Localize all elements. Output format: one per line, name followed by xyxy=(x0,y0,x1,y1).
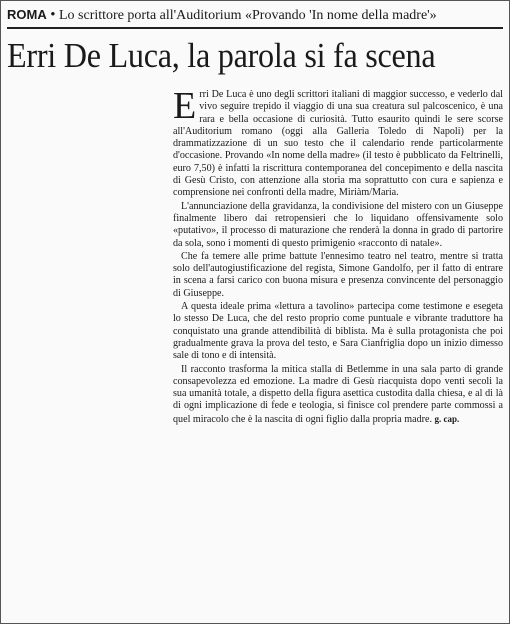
kicker-text: Lo scrittore porta all'Auditorium «Provando 'In nome della madre'» xyxy=(58,8,437,23)
paragraph-3: Che fa temere alle prime battute l'ennesimo teatro nel teatro, mentre si tratta solo dell'autogiustificazione del regista, Simone Gandolfo, per il fatto di entrare in scena a farsi carico con buona misura e presenza convincente del personaggio di Giuseppe. xyxy=(173,250,503,299)
paragraph-1 xyxy=(173,85,503,200)
author-signature: g. cap. xyxy=(434,413,460,424)
header-rule xyxy=(7,27,503,29)
headline: Erri De Luca, la parola si fa scena xyxy=(7,36,436,75)
article-body xyxy=(173,85,503,426)
paragraph-5 xyxy=(173,364,503,426)
section-city: ROMA xyxy=(7,7,47,22)
paragraph-2: L'annunciazione della gravidanza, la condivisione del mistero con un Giuseppe finalmente libero dai retropensieri che lo liquidano offensivamente solo «putativo», il processo di maturazione che renderà la donna in grado di partorire da sola, sono i momenti di questo primigenio «racconto di natale». xyxy=(173,200,503,249)
paragraph-4: A questa ideale prima «lettura a tavolino» partecipa come testimone e esegeta lo stesso De Luca, che del resto proprio come puntuale e vibrante traduttore ha conquistato una grande attendibilità di biblista. Ma è sulla protagonista che poi gradualmente grava la prova del testo, e Sara Cianfriglia dopo un inizio dimesso sale di tono e di intensità. xyxy=(173,301,503,362)
kicker-line xyxy=(7,6,503,25)
separator-bullet: • xyxy=(50,7,56,23)
paragraph-1-text: rri De Luca è uno degli scrittori italiani di maggior successo, e vederlo dal vivo seguire trepido il viaggio di una sua creatura sul palcoscenico, è una rara e bella occasione di curiosità. Tutto esaurito quindi le sere scorse all'Auditorium romano (oggi alla Galleria Toledo di Napoli) per la drammatizzazione di un suo testo che il calendario rende particolarmente d'occasione. Provando «In nome della madre» (il testo è pubblicato da Feltrinelli, euro 7,50) è infatti la riscrittura contemporanea del concepimento e della nascita di Gesù Cristo, con attenzione alla storia ma soprattutto con cura e sapienza e comprensione nei confronti della madre, Miriàm/Maria. xyxy=(173,89,503,199)
paragraph-5-text: Il racconto trasforma la mitica stalla di Betlemme in una sala parto di grande consapevolezza ed emozione. La madre di Gesù riacquista dopo venti secoli la sua umanità totale, a dispetto della figura asettica custodita dalla chiesa, e al di là di ogni implicazione di fede e teologia, si finisce col prendere parte commossi a quel miracolo che è la nascita di ogni figlio dalla propria madre. xyxy=(173,363,503,425)
drop-cap: E xyxy=(173,85,197,127)
